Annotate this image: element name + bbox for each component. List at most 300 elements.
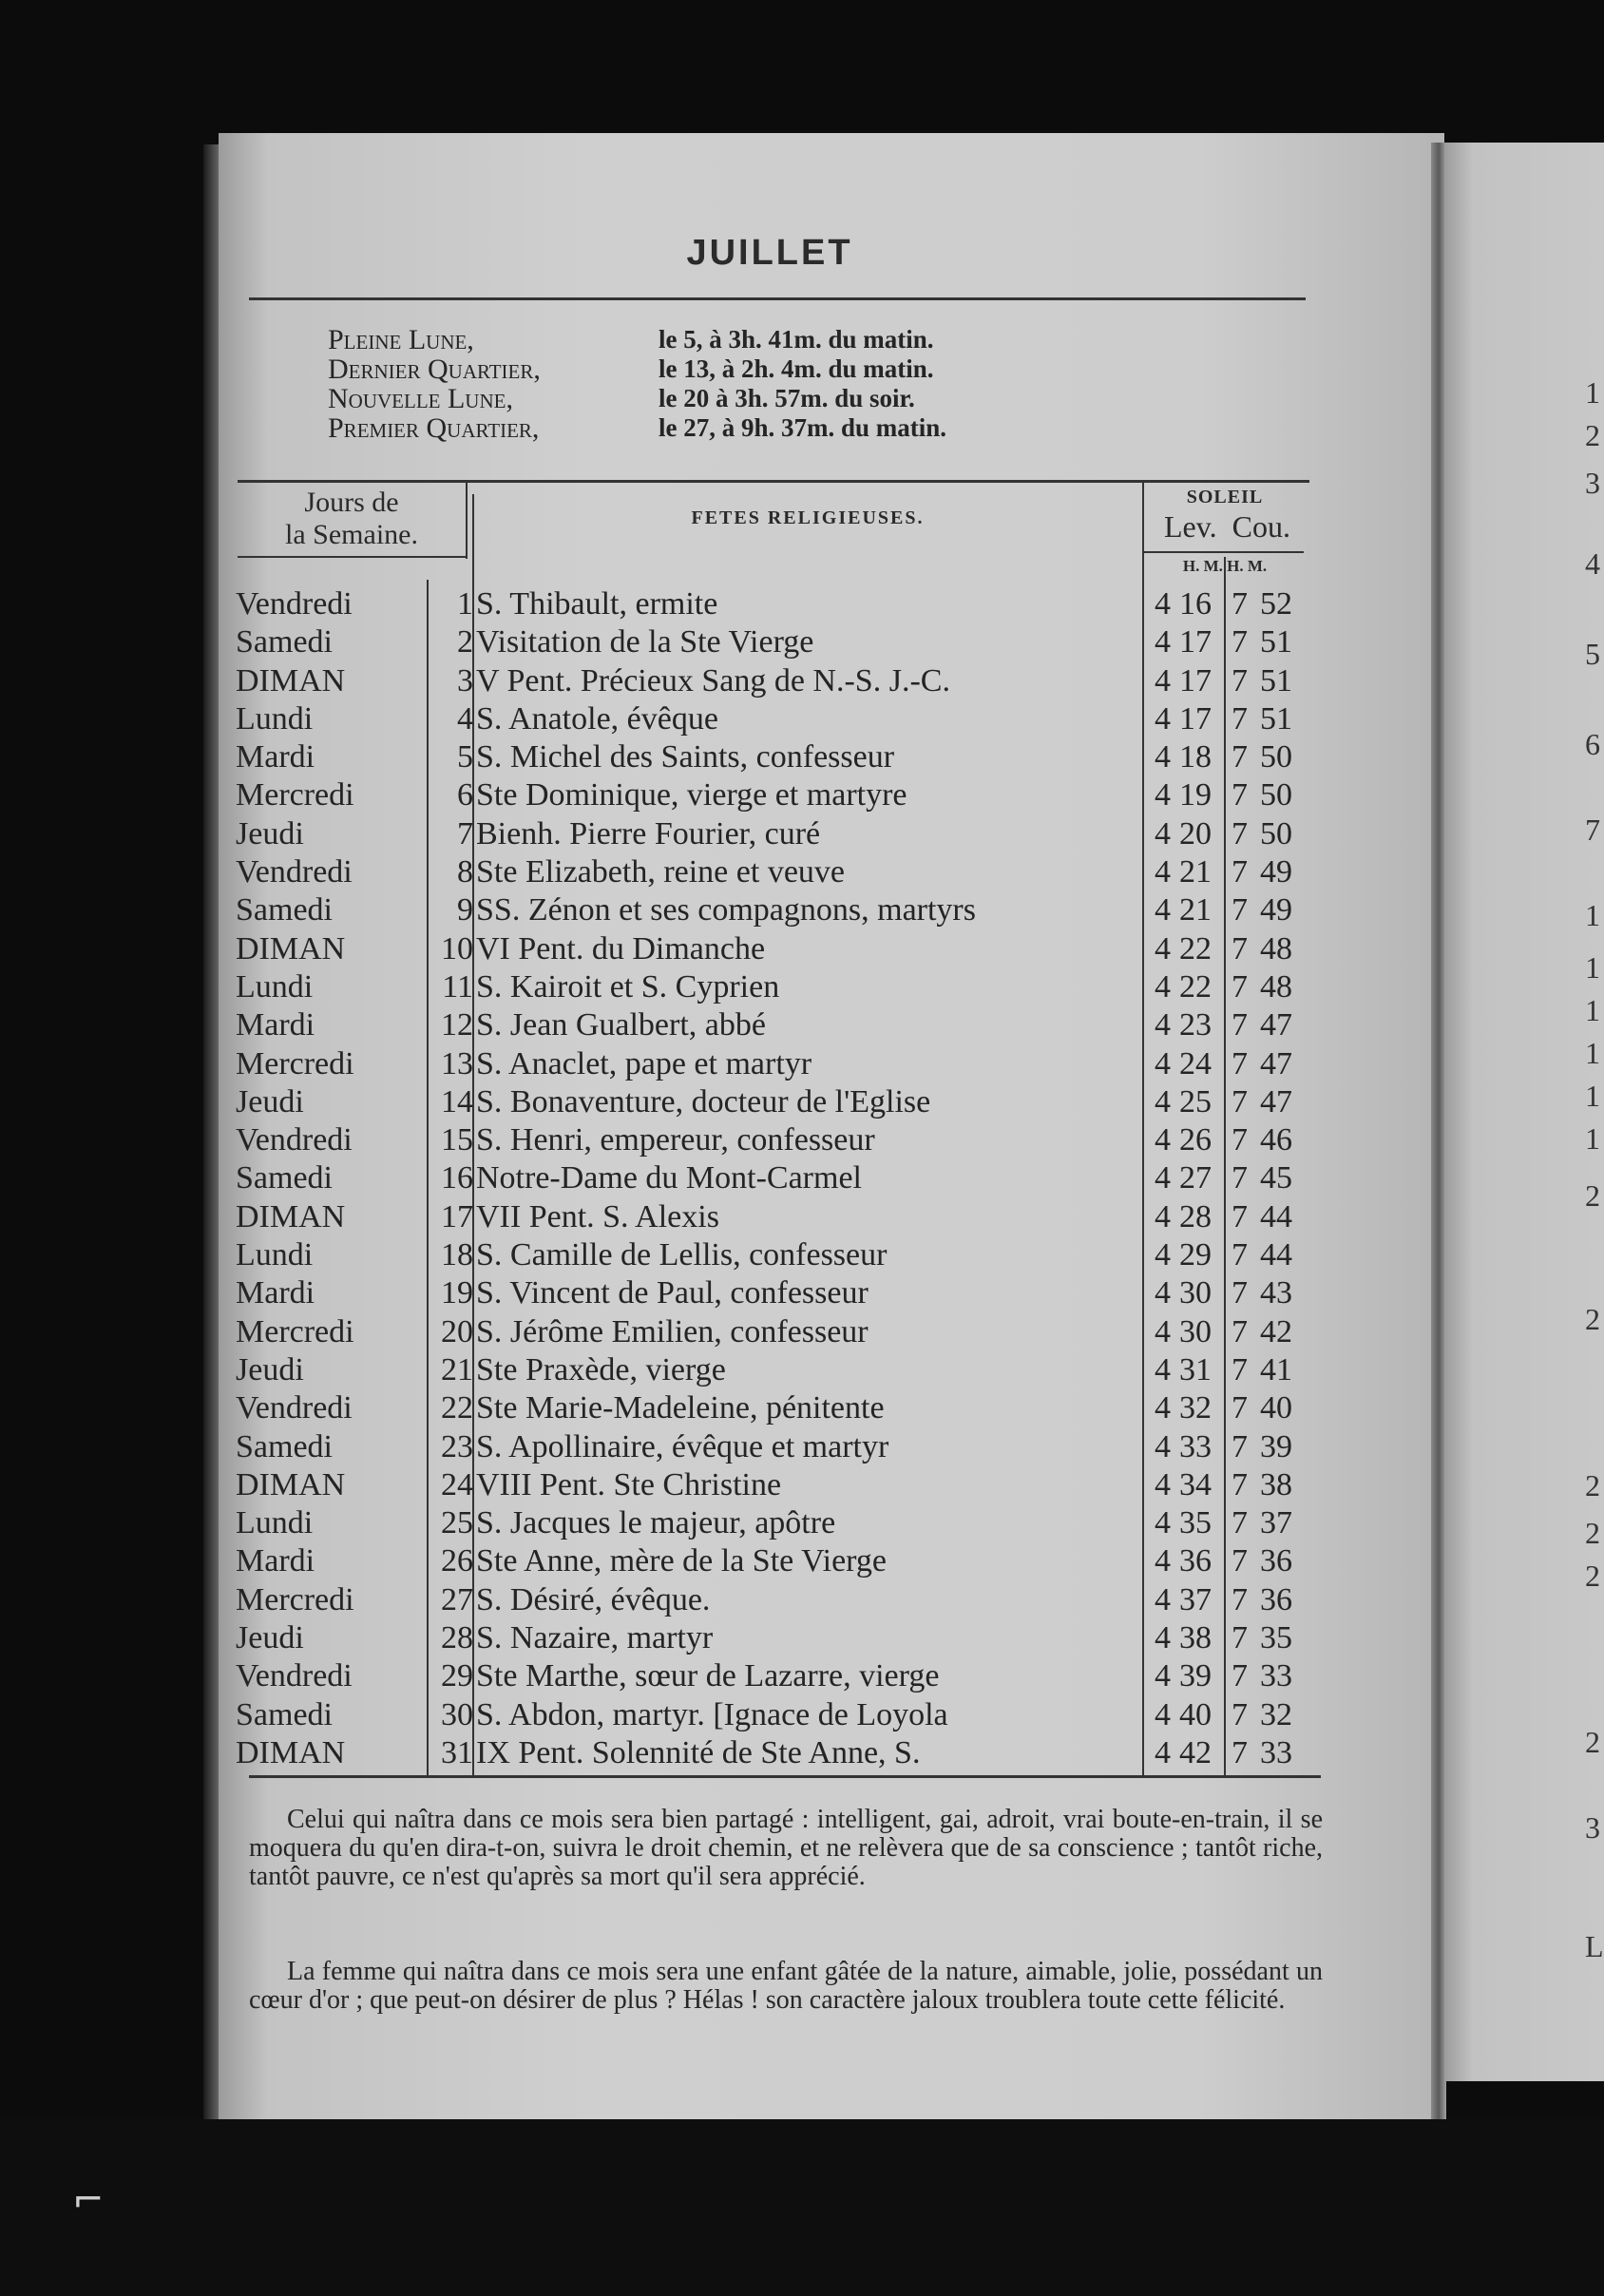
sunset-hour: 7 — [1232, 892, 1248, 928]
sunset-hour: 7 — [1232, 1505, 1248, 1541]
sunrise-minute: 24 — [1179, 1045, 1212, 1081]
feast-name: S. Vincent de Paul, confesseur — [476, 1275, 869, 1311]
sunset-minute: 40 — [1260, 1390, 1292, 1426]
facing-page-number: 4 — [1585, 546, 1600, 581]
calendar-row — [236, 1236, 1319, 1274]
calendar-row — [236, 891, 1319, 929]
feasts-header: FETES RELIGIEUSES. — [691, 507, 925, 528]
sunset-minute: 37 — [1260, 1505, 1292, 1541]
calendar-row — [236, 1198, 1319, 1236]
sunrise-minute: 17 — [1179, 662, 1212, 698]
calendar-row — [236, 1466, 1319, 1504]
day-name: Jeudi — [236, 1620, 304, 1656]
sunset-minute: 50 — [1260, 739, 1292, 775]
day-number: 15 — [441, 1122, 473, 1158]
day-number: 12 — [441, 1007, 473, 1043]
facing-page-number: 5 — [1585, 637, 1600, 671]
sunrise-hour: 4 — [1155, 1198, 1171, 1234]
moon-phase-text: le 27, à 9h. 37m. du matin. — [659, 413, 947, 442]
sunset-minute: 47 — [1260, 1083, 1292, 1119]
sunset-header: Cou. — [1232, 509, 1290, 544]
sunset-hour: 7 — [1232, 1313, 1248, 1349]
calendar-row — [236, 1351, 1319, 1389]
sunrise-minute: 34 — [1179, 1466, 1212, 1502]
sunset-hour: 7 — [1232, 1351, 1248, 1387]
day-name: Mardi — [236, 1007, 315, 1043]
calendar-row — [236, 1313, 1319, 1351]
sunrise-minute: 19 — [1179, 777, 1212, 813]
calendar-row — [236, 1734, 1319, 1772]
sunset-minute: 51 — [1260, 624, 1292, 660]
sunrise-minute: 20 — [1179, 815, 1212, 851]
sunset-minute: 45 — [1260, 1160, 1292, 1196]
sunrise-minute: 38 — [1179, 1620, 1212, 1656]
facing-page-number: 1 — [1585, 1121, 1600, 1156]
day-name: Lundi — [236, 1505, 314, 1541]
sunrise-minute: 35 — [1179, 1505, 1212, 1541]
sunrise-minute: 18 — [1179, 739, 1212, 775]
feast-name: S. Apollinaire, évêque et martyr — [476, 1428, 889, 1464]
moon-phase-label: Nouvelle Lune, — [328, 383, 513, 414]
calendar-row — [236, 968, 1319, 1006]
feast-name: S. Jacques le majeur, apôtre — [476, 1505, 836, 1541]
sunset-minute: 39 — [1260, 1428, 1292, 1464]
day-name: Vendredi — [236, 1122, 353, 1158]
calendar-row — [236, 1428, 1319, 1466]
sunset-hour: 7 — [1232, 1543, 1248, 1579]
scan-background — [0, 2119, 1604, 2296]
sunset-minute: 52 — [1260, 586, 1292, 622]
sunset-hour: 7 — [1232, 1275, 1248, 1311]
table-bottom-rule — [249, 1775, 1321, 1778]
day-number: 20 — [441, 1313, 473, 1349]
sunset-minute: 36 — [1260, 1581, 1292, 1617]
sunrise-minute: 16 — [1179, 586, 1212, 622]
day-name: Lundi — [236, 700, 314, 737]
sunset-hour: 7 — [1232, 854, 1248, 890]
sunset-minute: 47 — [1260, 1007, 1292, 1043]
sunset-minute: 51 — [1260, 700, 1292, 737]
feast-name: S. Kairoit et S. Cyprien — [476, 968, 780, 1004]
birth-note-man: Celui qui naîtra dans ce mois sera bien partagé : intelligent, gai, adroit, vrai boute-en-train, il se moquera du qu'en dira-t-on, suivra le droit chemin, et ne relèvera que de sa conscience ; tantôt riche, tantôt pauvre, ce n'est qu'après sa mort qu'il sera apprécié. — [249, 1805, 1323, 1891]
sunrise-hour: 4 — [1155, 1122, 1171, 1158]
day-name: Samedi — [236, 1160, 333, 1196]
sunrise-hour: 4 — [1155, 892, 1171, 928]
day-name: Mercredi — [236, 1313, 354, 1349]
sunrise-hour: 4 — [1155, 700, 1171, 737]
title-rule — [249, 297, 1306, 300]
facing-page-number: 2 — [1585, 1178, 1600, 1213]
calendar-row — [236, 1581, 1319, 1619]
sunrise-hour: 4 — [1155, 1505, 1171, 1541]
sunset-minute: 51 — [1260, 662, 1292, 698]
sunrise-hour: 4 — [1155, 1351, 1171, 1387]
sunrise-hour: 4 — [1155, 662, 1171, 698]
day-number: 10 — [441, 930, 473, 966]
sunset-minute: 35 — [1260, 1620, 1292, 1656]
sunrise-header: Lev. — [1163, 509, 1217, 544]
moon-phase-row — [328, 384, 1183, 413]
calendar-row — [236, 776, 1319, 814]
day-name: DIMAN — [236, 662, 346, 698]
sunrise-hour: 4 — [1155, 777, 1171, 813]
sunset-minute: 41 — [1260, 1351, 1292, 1387]
facing-page-number: 2 — [1585, 1302, 1600, 1336]
day-number: 7 — [457, 815, 473, 851]
feast-name: Ste Anne, mère de la Ste Vierge — [476, 1543, 887, 1579]
month-title: JUILLET — [686, 233, 853, 273]
facing-page-number: 3 — [1585, 1810, 1600, 1845]
facing-page-number: 2 — [1585, 1468, 1600, 1502]
sunset-minute: 49 — [1260, 854, 1292, 890]
sunset-minute: 36 — [1260, 1543, 1292, 1579]
sunrise-hour: 4 — [1155, 1390, 1171, 1426]
day-name: Vendredi — [236, 854, 353, 890]
sunrise-minute: 22 — [1179, 930, 1212, 966]
day-name: Samedi — [236, 1428, 333, 1464]
calendar-row — [236, 1542, 1319, 1580]
sunset-hour: 7 — [1232, 1428, 1248, 1464]
table-header-rule — [1142, 551, 1304, 553]
sunset-hour: 7 — [1232, 1466, 1248, 1502]
facing-page-number: 3 — [1585, 466, 1600, 500]
day-name: Lundi — [236, 968, 314, 1004]
moon-phase-text: le 13, à 2h. 4m. du matin. — [659, 354, 934, 383]
sunrise-hour: 4 — [1155, 1658, 1171, 1694]
feast-name: Ste Marie-Madeleine, pénitente — [476, 1390, 885, 1426]
sunrise-hour: 4 — [1155, 739, 1171, 775]
day-name: Vendredi — [236, 1658, 353, 1694]
calendar-row — [236, 1083, 1319, 1121]
facing-page-number: 2 — [1585, 418, 1600, 452]
day-name: Vendredi — [236, 1390, 353, 1426]
moon-phase-text: le 5, à 3h. 41m. du matin. — [659, 325, 934, 354]
sunrise-minute: 30 — [1179, 1313, 1212, 1349]
sunset-minute: 42 — [1260, 1313, 1292, 1349]
day-name: Mardi — [236, 1275, 315, 1311]
sunset-minute: 49 — [1260, 892, 1292, 928]
calendar-row — [236, 930, 1319, 968]
sunrise-hour: 4 — [1155, 930, 1171, 966]
calendar-row — [236, 623, 1319, 661]
feast-name: S. Camille de Lellis, confesseur — [476, 1237, 888, 1273]
sunrise-hour: 4 — [1155, 1160, 1171, 1196]
birth-note-woman: La femme qui naîtra dans ce mois sera une enfant gâtée de la nature, aimable, jolie, possédant un cœur d'or ; que peut-on désirer de plus ? Hélas ! son caractère jaloux troublera toute cette félicité. — [249, 1957, 1323, 2015]
facing-page-number: 1 — [1585, 993, 1600, 1027]
day-number: 3 — [457, 662, 473, 698]
day-name: DIMAN — [236, 1466, 346, 1502]
day-name: DIMAN — [236, 1734, 346, 1770]
day-number: 1 — [457, 586, 473, 622]
sunset-hour: 7 — [1232, 1198, 1248, 1234]
day-number: 18 — [441, 1237, 473, 1273]
sunrise-minute: 31 — [1179, 1351, 1212, 1387]
day-number: 23 — [441, 1428, 473, 1464]
sunset-minute: 50 — [1260, 777, 1292, 813]
feast-name: S. Jean Gualbert, abbé — [476, 1007, 766, 1043]
day-name: Mardi — [236, 1543, 315, 1579]
facing-page-number: 2 — [1585, 1559, 1600, 1593]
sunrise-hour: 4 — [1155, 1083, 1171, 1119]
feast-name: Ste Elizabeth, reine et veuve — [476, 854, 845, 890]
sunrise-hour: 4 — [1155, 1007, 1171, 1043]
moon-phase-label: Pleine Lune, — [328, 324, 474, 355]
moon-phase-row — [328, 354, 1183, 384]
day-name: Samedi — [236, 624, 333, 660]
sunset-hour: 7 — [1232, 586, 1248, 622]
day-number: 28 — [441, 1620, 473, 1656]
facing-page-number: 1 — [1585, 1036, 1600, 1070]
day-number: 29 — [441, 1658, 473, 1694]
sunrise-minute: 36 — [1179, 1543, 1212, 1579]
sunset-minute: 48 — [1260, 968, 1292, 1004]
sunset-hour: 7 — [1232, 1122, 1248, 1158]
moon-phase-row — [328, 413, 1183, 443]
calendar-row — [236, 815, 1319, 853]
sunrise-hour: 4 — [1155, 815, 1171, 851]
day-name: Samedi — [236, 1696, 333, 1732]
facing-page — [1444, 143, 1604, 2081]
facing-page-number: 7 — [1585, 813, 1600, 847]
day-number: 26 — [441, 1543, 473, 1579]
facing-page-number: L — [1585, 1929, 1604, 1963]
day-name: Vendredi — [236, 586, 353, 622]
day-name: Lundi — [236, 1237, 314, 1273]
sunrise-minute: 25 — [1179, 1083, 1212, 1119]
sunset-hour: 7 — [1232, 739, 1248, 775]
sunset-minute: 33 — [1260, 1734, 1292, 1770]
day-name: Jeudi — [236, 815, 304, 851]
sunrise-minute: 17 — [1179, 624, 1212, 660]
calendar-row — [236, 1121, 1319, 1159]
header-divider — [466, 483, 468, 559]
facing-page-number: 2 — [1585, 1516, 1600, 1550]
sunrise-minute: 39 — [1179, 1658, 1212, 1694]
day-number: 30 — [441, 1696, 473, 1732]
moon-rule — [238, 480, 1309, 483]
day-number: 13 — [441, 1045, 473, 1081]
calendar-row — [236, 1045, 1319, 1083]
sunset-minute: 32 — [1260, 1696, 1292, 1732]
day-number: 8 — [457, 854, 473, 890]
day-number: 16 — [441, 1160, 473, 1196]
facing-page-number: 1 — [1585, 1079, 1600, 1113]
feast-name: S. Jérôme Emilien, confesseur — [476, 1313, 869, 1349]
calendar-row — [236, 1006, 1319, 1044]
corner-mark-icon: ⌐ — [72, 2178, 105, 2222]
feast-name: Ste Dominique, vierge et martyre — [476, 777, 907, 813]
feast-name: Bienh. Pierre Fourier, curé — [476, 815, 821, 851]
feast-name: S. Désiré, évêque. — [476, 1581, 711, 1617]
sunrise-hour: 4 — [1155, 1581, 1171, 1617]
sunrise-minute: 42 — [1179, 1734, 1212, 1770]
facing-page-number: 1 — [1585, 950, 1600, 985]
sunset-minute: 48 — [1260, 930, 1292, 966]
facing-page-number: 2 — [1585, 1725, 1600, 1759]
day-number: 9 — [457, 892, 473, 928]
calendar-row — [236, 1696, 1319, 1734]
calendar-row — [236, 1504, 1319, 1542]
moon-phase-label: Dernier Quartier, — [328, 354, 541, 385]
day-number: 5 — [457, 739, 473, 775]
sunrise-hour: 4 — [1155, 1275, 1171, 1311]
days-header-line: la Semaine. — [285, 519, 418, 550]
sunset-hour: 7 — [1232, 1237, 1248, 1273]
sunrise-minute: 22 — [1179, 968, 1212, 1004]
calendar-table — [236, 585, 1319, 1772]
day-name: Mercredi — [236, 1581, 354, 1617]
hours-minutes-header: H. M. H. M. — [1182, 557, 1268, 575]
sunset-minute: 47 — [1260, 1045, 1292, 1081]
day-number: 27 — [441, 1581, 473, 1617]
day-name: Mercredi — [236, 777, 354, 813]
sunrise-minute: 26 — [1179, 1122, 1212, 1158]
day-number: 11 — [442, 968, 473, 1004]
sunset-hour: 7 — [1232, 1007, 1248, 1043]
sunrise-minute: 32 — [1179, 1390, 1212, 1426]
sunrise-hour: 4 — [1155, 1045, 1171, 1081]
feast-name: V Pent. Précieux Sang de N.-S. J.-C. — [476, 662, 950, 698]
feast-name: S. Anaclet, pape et martyr — [476, 1045, 812, 1081]
days-header — [238, 487, 466, 551]
moon-phases — [328, 325, 1183, 443]
sunset-minute: 38 — [1260, 1466, 1292, 1502]
moon-phase-row — [328, 325, 1183, 354]
calendar-row — [236, 738, 1319, 776]
sunset-minute: 33 — [1260, 1658, 1292, 1694]
sunset-minute: 44 — [1260, 1237, 1292, 1273]
calendar-row — [236, 1657, 1319, 1695]
feast-name: IX Pent. Solennité de Ste Anne, S. — [476, 1734, 921, 1770]
feast-name: S. Michel des Saints, confesseur — [476, 739, 895, 775]
sunrise-hour: 4 — [1155, 968, 1171, 1004]
sunset-hour: 7 — [1232, 1696, 1248, 1732]
day-number: 17 — [441, 1198, 473, 1234]
day-number: 19 — [441, 1275, 473, 1311]
sunrise-hour: 4 — [1155, 1313, 1171, 1349]
feast-name: VIII Pent. Ste Christine — [476, 1466, 782, 1502]
sunrise-minute: 17 — [1179, 700, 1212, 737]
feast-name: Visitation de la Ste Vierge — [476, 624, 814, 660]
sunrise-hour: 4 — [1155, 1428, 1171, 1464]
sunrise-minute: 28 — [1179, 1198, 1212, 1234]
sunrise-hour: 4 — [1155, 854, 1171, 890]
table-header-rule — [238, 556, 466, 558]
sunrise-minute: 33 — [1179, 1428, 1212, 1464]
day-name: Jeudi — [236, 1351, 304, 1387]
calendar-row — [236, 700, 1319, 738]
sunset-hour: 7 — [1232, 968, 1248, 1004]
day-name: Mercredi — [236, 1045, 354, 1081]
feast-name: S. Thibault, ermite — [476, 586, 718, 622]
feast-name: SS. Zénon et ses compagnons, martyrs — [476, 892, 976, 928]
sunset-hour: 7 — [1232, 1581, 1248, 1617]
sunrise-minute: 21 — [1179, 892, 1212, 928]
feast-name: VII Pent. S. Alexis — [476, 1198, 719, 1234]
feast-name: Notre-Dame du Mont-Carmel — [476, 1160, 862, 1196]
feast-name: S. Anatole, évêque — [476, 700, 718, 737]
facing-page-number: 6 — [1585, 727, 1600, 761]
day-name: Jeudi — [236, 1083, 304, 1119]
sunset-hour: 7 — [1232, 930, 1248, 966]
sunset-minute: 46 — [1260, 1122, 1292, 1158]
sunrise-minute: 23 — [1179, 1007, 1212, 1043]
day-number: 31 — [441, 1734, 473, 1770]
sunrise-hour: 4 — [1155, 1543, 1171, 1579]
sunrise-minute: 40 — [1179, 1696, 1212, 1732]
facing-page-number: 1 — [1585, 898, 1600, 932]
sunrise-minute: 37 — [1179, 1581, 1212, 1617]
calendar-row — [236, 1619, 1319, 1657]
day-number: 14 — [441, 1083, 473, 1119]
day-name: Mardi — [236, 739, 315, 775]
moon-phase-label: Premier Quartier, — [328, 412, 540, 444]
feast-name: S. Bonaventure, docteur de l'Eglise — [476, 1083, 931, 1119]
day-name: DIMAN — [236, 1198, 346, 1234]
sunset-hour: 7 — [1232, 777, 1248, 813]
calendar-row — [236, 1274, 1319, 1312]
sunset-hour: 7 — [1232, 815, 1248, 851]
sunrise-hour: 4 — [1155, 624, 1171, 660]
moon-phase-text: le 20 à 3h. 57m. du soir. — [659, 384, 915, 412]
feast-name: VI Pent. du Dimanche — [476, 930, 766, 966]
sunrise-hour: 4 — [1155, 1620, 1171, 1656]
calendar-row — [236, 853, 1319, 891]
sunset-hour: 7 — [1232, 1160, 1248, 1196]
sunrise-minute: 29 — [1179, 1237, 1212, 1273]
sunset-minute: 50 — [1260, 815, 1292, 851]
day-number: 22 — [441, 1390, 473, 1426]
day-name: DIMAN — [236, 930, 346, 966]
day-name: Samedi — [236, 892, 333, 928]
sunset-hour: 7 — [1232, 1620, 1248, 1656]
day-number: 24 — [441, 1466, 473, 1502]
feast-name: S. Abdon, martyr. [Ignace de Loyola — [476, 1696, 948, 1732]
days-header-line: Jours de — [304, 487, 399, 518]
day-number: 4 — [457, 700, 473, 737]
sunrise-hour: 4 — [1155, 1696, 1171, 1732]
calendar-row — [236, 585, 1319, 623]
calendar-row — [236, 662, 1319, 700]
sun-columns-header — [1144, 509, 1310, 545]
sunrise-hour: 4 — [1155, 1734, 1171, 1770]
facing-page-number: 1 — [1585, 375, 1600, 410]
day-number: 21 — [441, 1351, 473, 1387]
sunrise-minute: 21 — [1179, 854, 1212, 890]
sunrise-minute: 27 — [1179, 1160, 1212, 1196]
sunset-hour: 7 — [1232, 700, 1248, 737]
sunset-hour: 7 — [1232, 1734, 1248, 1770]
sunset-hour: 7 — [1232, 662, 1248, 698]
sunset-hour: 7 — [1232, 1083, 1248, 1119]
feast-name: S. Henri, empereur, confesseur — [476, 1122, 875, 1158]
sunset-hour: 7 — [1232, 1045, 1248, 1081]
feast-name: Ste Praxède, vierge — [476, 1351, 726, 1387]
feast-name: Ste Marthe, sœur de Lazarre, vierge — [476, 1658, 940, 1694]
sun-header: SOLEIL — [1186, 487, 1264, 507]
day-number: 6 — [457, 777, 473, 813]
sunset-hour: 7 — [1232, 1390, 1248, 1426]
sunrise-hour: 4 — [1155, 586, 1171, 622]
calendar-row — [236, 1159, 1319, 1197]
sunrise-hour: 4 — [1155, 1466, 1171, 1502]
sunset-minute: 44 — [1260, 1198, 1292, 1234]
sunset-hour: 7 — [1232, 624, 1248, 660]
feast-name: S. Nazaire, martyr — [476, 1620, 714, 1656]
day-number: 2 — [457, 624, 473, 660]
sunrise-hour: 4 — [1155, 1237, 1171, 1273]
sunrise-minute: 30 — [1179, 1275, 1212, 1311]
